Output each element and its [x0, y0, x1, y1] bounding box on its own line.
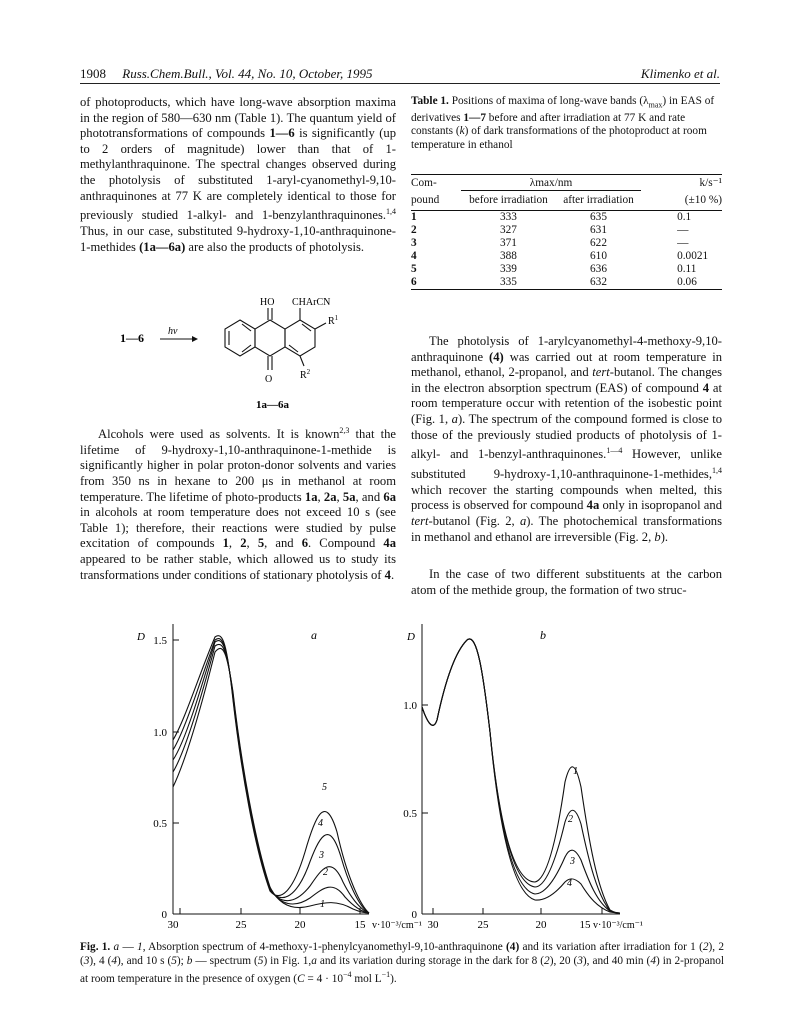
text-run: Positions of maxima of long-wave bands (λ	[448, 95, 649, 107]
text-run: 1	[137, 941, 143, 953]
text-run: k	[459, 125, 465, 138]
table-row	[411, 211, 722, 225]
text-run: 4a	[586, 498, 600, 513]
table-row	[411, 276, 722, 290]
table-cell-after: 635	[590, 211, 607, 223]
text-run: 4	[384, 567, 391, 582]
table-cell-compound: 6	[411, 276, 417, 288]
text-run: 1—6	[269, 126, 295, 141]
text-run: ,	[228, 536, 241, 551]
text-run: before and after irradiation at 77 K and rate constants (	[411, 111, 686, 138]
table-cell-k: 0.0021	[677, 250, 709, 262]
scheme-arrow-label: hν	[168, 326, 178, 337]
panel-b-curve-3: 3	[570, 856, 575, 867]
text-run: 1—7	[463, 111, 486, 124]
text-run: ), and 10 s (	[117, 954, 172, 967]
table-cell-k: —	[677, 224, 689, 236]
panel-b-xtick-20: 20	[535, 919, 547, 931]
panel-a-ytick-1.5: 1.5	[153, 635, 167, 647]
text-run: 2	[240, 536, 247, 551]
text-run: in alcohols at room temperature does not exceed 10 s (see Table 1); therefore, their reactions were studied by pulse excitation of compounds	[80, 505, 396, 551]
panel-a-curve-3: 3	[319, 850, 324, 861]
table-cell-compound: 2	[411, 224, 417, 236]
text-run: −4	[343, 970, 352, 979]
panel-b-curve-1: 1	[573, 766, 578, 777]
text-run: 4a	[383, 536, 397, 551]
panel-a-ytick-0: 0	[161, 909, 167, 921]
text-run: a	[113, 941, 120, 953]
text-run: tert	[592, 365, 610, 380]
header-authors: Klimenko et al.	[640, 66, 720, 81]
scheme-r1: $R^1$	[328, 314, 339, 327]
panel-a-spectrum-1	[173, 648, 369, 913]
text-run: a	[519, 513, 527, 528]
right-paragraph-2	[411, 567, 722, 598]
panel-a-curves	[173, 636, 369, 913]
panel-a-curve-5: 5	[322, 782, 327, 793]
table-1	[411, 174, 722, 290]
table-cell-compound: 4	[411, 250, 417, 262]
scheme-arrowhead	[192, 336, 198, 342]
panel-b-ytick-1.0: 1.0	[403, 700, 417, 712]
text-run: 1,4	[386, 207, 396, 217]
table-cell-before: 339	[500, 263, 517, 275]
figure-1-caption	[80, 941, 724, 986]
table-cell-k: 0.06	[677, 276, 697, 288]
text-run: max	[648, 100, 663, 110]
panel-b-curves	[422, 639, 620, 913]
scheme-hydroxyl: HO	[260, 297, 275, 308]
page-number: 1908	[80, 66, 106, 81]
table-head-pound: pound	[411, 193, 440, 206]
text-run: ).	[390, 972, 397, 985]
text-run: . Compound	[308, 536, 384, 551]
panel-a-spectrum-3	[173, 641, 369, 913]
text-run: 1a	[304, 489, 318, 504]
table-cell-after: 636	[590, 263, 607, 275]
text-run: (1a—6a)	[139, 239, 186, 254]
text-run: ,	[336, 489, 343, 504]
text-run: ). The spectrum of the compound formed is close to those of the previously studied products of photolysis of 1-alkyl- and 1-benzyl-anthraquinones.	[411, 411, 722, 462]
text-run: — spectrum (	[192, 954, 258, 967]
scheme-r2: $R^2$	[300, 368, 311, 381]
text-run: are also the products of photolysis.	[185, 239, 365, 254]
text-run: was carried out at room temperature in methanol, ethanol, 2-propanol, and	[411, 349, 722, 380]
text-run: ) in 2-propanol at room temperature in the presence of oxygen (	[80, 954, 725, 985]
text-run: is significantly (up to 2 orders of magnitude) lower than that of 1-methylanthraquinone. The spectral changes observed during the photolysis of substituted 1-aryl-cyanomethyl-9,10-anthraquinones at 77 K are completely identical to those for previously studied 1-alkyl- and 1-benzylanthraquinones.	[80, 126, 397, 223]
text-run: ,	[317, 489, 324, 504]
scheme-reactant: 1—6	[120, 331, 144, 345]
text-run: ) in EAS of derivatives	[411, 95, 715, 124]
text-run: -butanol. The changes in the electron absorption spectrum (EAS) of compound	[411, 365, 722, 395]
table-cell-after: 631	[590, 224, 607, 236]
panel-a-spectrum-4	[173, 639, 369, 913]
text-run: .	[390, 567, 395, 582]
table-cell-before: 335	[500, 276, 517, 288]
text-run: 4	[650, 954, 656, 967]
left-paragraph-1	[80, 95, 396, 255]
table-head-com: Com-	[411, 177, 437, 190]
table-head-k: k/s⁻¹	[699, 177, 722, 190]
text-run: 5	[257, 536, 265, 551]
text-run: In the case of two different substituents at the carbon atom of the methide group, the formation of two struc-	[411, 567, 722, 597]
text-run: 3	[577, 954, 583, 967]
text-run: 1	[222, 536, 229, 551]
table-cell-after: 632	[590, 276, 607, 288]
text-run: ).	[660, 529, 669, 544]
scheme-substituent: CHArCN	[292, 297, 331, 308]
table-cell-before: 333	[500, 211, 517, 223]
text-run: only in isopropanol and	[599, 498, 722, 513]
text-run: 2	[702, 941, 709, 953]
figure-1	[115, 612, 675, 940]
text-run: , Absorption spectrum of 4-methoxy-1-phenylcyanomethyl-9,10-anthraquinone	[142, 941, 507, 953]
text-run: C	[297, 972, 305, 985]
panel-b-ytick-0.5: 0.5	[403, 808, 417, 820]
panel-b-curve-2: 2	[568, 814, 573, 825]
left-paragraph-2	[80, 423, 396, 583]
text-run: ), 4 (	[89, 954, 112, 967]
text-run: Thus, in our case, substituted 9-hydroxy-1,10-anthraquinone-1-methides	[80, 223, 396, 254]
table-cell-after: 622	[590, 237, 607, 249]
panel-a-ylabel: D	[137, 631, 145, 643]
text-run: , and	[355, 489, 384, 504]
panel-b-label: b	[540, 628, 546, 642]
header-rule	[80, 83, 720, 84]
text-run: 2	[544, 954, 550, 967]
panel-a-xtick-30: 30	[167, 919, 179, 931]
text-run: and its variation during storage in the dark for 8 (	[316, 954, 545, 967]
text-run: ,	[246, 536, 258, 551]
text-run: and its variation after irradiation for 1 (	[519, 941, 703, 953]
table-1-caption	[411, 95, 722, 152]
panel-a-curve-2: 2	[323, 867, 328, 878]
panel-a-xtick-25: 25	[235, 919, 247, 931]
text-run: a	[451, 411, 458, 426]
table-head-error: (±10 %)	[684, 193, 722, 206]
text-run: Alcohols were used as solvents. It is known	[98, 427, 340, 442]
table-row	[411, 237, 722, 250]
table-cell-before: 327	[500, 224, 517, 236]
panel-b-xunit: v·10⁻³/cm⁻¹	[593, 920, 643, 931]
text-run: 4	[702, 380, 710, 395]
table-cell-k: —	[677, 237, 689, 249]
text-run: Fig. 1.	[80, 941, 111, 953]
table-cell-compound: 1	[411, 211, 417, 223]
right-paragraph-1	[411, 334, 722, 545]
panel-b-ytick-0: 0	[411, 909, 417, 921]
scheme-oxygen: O	[265, 374, 273, 385]
text-run: 5	[257, 954, 264, 967]
panel-b-xtick-15: 15	[579, 919, 591, 931]
anthraquinone-methide-structure	[225, 308, 326, 370]
panel-a-xtick-20: 20	[294, 919, 306, 931]
text-run: The photolysis of 1-arylcyanomethyl-4-methoxy-9,10-anthraquinone	[411, 334, 722, 364]
text-run: b	[186, 954, 193, 967]
text-run: (4)	[489, 349, 504, 364]
text-run: 3	[83, 954, 90, 967]
text-run: —	[119, 941, 138, 953]
table-head-lambda: λmax/nm	[461, 175, 641, 191]
text-run: 2,3	[339, 426, 350, 435]
panel-a-curve-4: 4	[318, 818, 323, 829]
text-run: a	[311, 954, 317, 967]
text-run: that the lifetime of 9-hydroxy-1,10-anthraquinone-1-methide is significantly higher in polar proton-donor solvents and varies from 350 ns in hexane to 200 μs in methanol at room temperature. The lifetime of photo-products	[80, 427, 396, 504]
text-run: Table 1.	[411, 95, 449, 107]
text-run: -butanol (Fig. 2,	[428, 513, 520, 528]
table-cell-after: 610	[590, 250, 607, 262]
panel-b-ylabel: D	[407, 631, 415, 643]
running-header	[80, 66, 720, 84]
text-run: ), and 40 min (	[582, 954, 651, 967]
text-run: However, unlike substituted 9-hydroxy-1,10-anthraquinone-1-methides,	[411, 447, 722, 482]
panel-a-xtick-15: 15	[354, 919, 366, 931]
panel-b-xtick-25: 25	[477, 919, 489, 931]
text-run: −1	[381, 970, 391, 979]
text-run: ). The photochemical transformations in methanol and ethanol are irreversible (Fig. 2,	[411, 513, 722, 544]
panel-a-ytick-0.5: 0.5	[153, 818, 167, 830]
header-left	[80, 66, 373, 82]
table-cell-k: 0.1	[677, 211, 692, 223]
text-run: mol L	[351, 972, 382, 985]
text-run: ), 2 (	[80, 941, 725, 967]
table-cell-before: 371	[500, 237, 517, 249]
text-run: );	[176, 954, 187, 967]
panel-b-ticks	[422, 705, 602, 914]
text-run: = 4 · 10	[304, 972, 343, 985]
text-run: 6	[301, 536, 309, 551]
text-run: (4)	[506, 941, 520, 953]
scheme-product: 1a—6a	[256, 399, 289, 411]
text-run: 1—4	[606, 446, 623, 456]
text-run: , and	[264, 536, 302, 551]
table-cell-before: 388	[500, 250, 517, 262]
table-head-after: after irradiation	[563, 194, 634, 206]
panel-b-xtick-30: 30	[427, 919, 439, 931]
journal-citation: Russ.Chem.Bull., Vol. 44, No. 10, October, 1995	[122, 66, 373, 81]
table-row	[411, 250, 722, 263]
text-run: 1,4	[712, 465, 722, 475]
text-run: 5a	[342, 489, 356, 504]
panel-a-label: a	[311, 628, 317, 642]
text-run: 2a	[323, 489, 337, 504]
table-cell-k: 0.11	[677, 263, 697, 275]
table-1-body	[411, 211, 722, 290]
text-run: 4	[111, 954, 118, 967]
panel-a	[136, 624, 422, 931]
table-cell-compound: 3	[411, 237, 417, 249]
panel-b-spectrum-1	[422, 639, 620, 913]
table-cell-compound: 5	[411, 263, 417, 275]
text-run: at room temperature occur with retention of the isobestic point (Fig. 1,	[411, 380, 722, 426]
reaction-scheme	[80, 290, 400, 420]
table-row	[411, 224, 722, 237]
text-run: of photoproducts, which have long-wave absorption maxima in the region of 580—630 nm (Table 1). The quantum yield of phototransformations of compounds	[80, 95, 396, 141]
table-row	[411, 263, 722, 276]
text-run: tert	[411, 513, 429, 528]
text-run: which recover the starting compounds when melted, this process is observed for compound	[411, 482, 722, 513]
text-run: ) in Fig. 1,	[263, 954, 312, 967]
panel-a-xunit: v·10⁻³/cm⁻¹	[372, 920, 422, 931]
text-run: appeared to be rather stable, which allowed us to study its transformations under conditions of stationary photolysis of	[80, 551, 396, 582]
panel-a-ytick-1.0: 1.0	[153, 727, 167, 739]
text-run: ), 20 (	[549, 954, 578, 967]
text-run: 6a	[383, 489, 396, 504]
text-run: ) of dark transformations of the photoproduct at room temperature in ethanol	[411, 125, 707, 151]
text-run: b	[654, 529, 661, 544]
panel-b	[403, 624, 643, 931]
text-run: 5	[171, 954, 177, 967]
panel-a-curve-1: 1	[320, 899, 325, 910]
panel-b-curve-4: 4	[567, 878, 572, 889]
table-head-before: before irradiation	[469, 194, 548, 206]
